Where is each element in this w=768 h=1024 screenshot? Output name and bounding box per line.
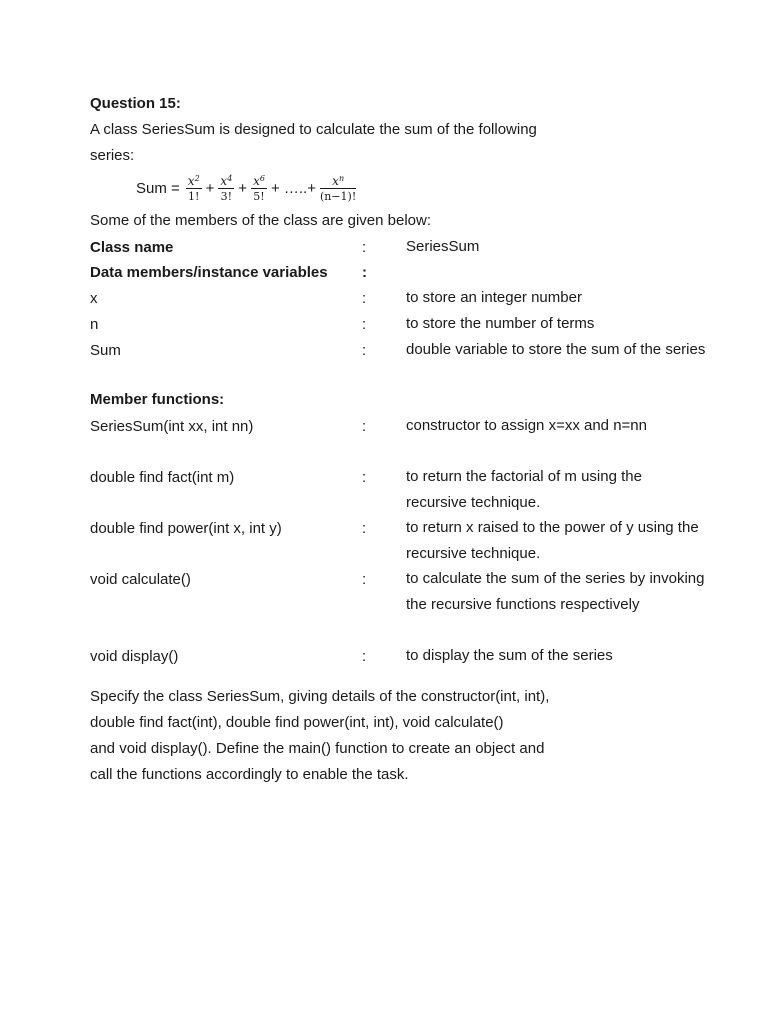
- separator: :: [362, 571, 367, 588]
- separator: :: [362, 418, 367, 435]
- formula-ellipsis: + …..+: [270, 179, 316, 197]
- function-desc: constructor to assign x=xx and n=nn: [406, 417, 647, 434]
- data-member-row: [90, 316, 730, 338]
- closing-text: and void display(). Define the main() function to create an object and: [90, 740, 545, 757]
- class-name-value: SeriesSum: [406, 238, 480, 255]
- plus-sign: +: [205, 179, 215, 197]
- function-desc: to return the factorial of m using the recursive technique.: [406, 468, 642, 511]
- formula-term-1: $\frac{x^2}{1!}$: [187, 173, 200, 203]
- function-name: void calculate(): [90, 571, 191, 588]
- function-name: double find power(int x, int y): [90, 520, 282, 537]
- formula-term-3: $\frac{x^6}{5!}$: [253, 173, 265, 203]
- function-desc: to calculate the sum of the series by invoking the recursive functions respectively: [406, 570, 705, 613]
- separator: :: [362, 648, 367, 665]
- member-name: Sum: [90, 342, 121, 359]
- closing-text: Specify the class SeriesSum, giving details of the constructor(int, int),: [90, 688, 550, 705]
- intro-text: A class SeriesSum is designed to calculate the sum of the following: [90, 121, 537, 138]
- members-intro: Some of the members of the class are given below:: [90, 212, 432, 229]
- class-name-row: [90, 239, 730, 261]
- closing-text: double find fact(int), double find power(int, int), void calculate(): [90, 714, 504, 731]
- plus-sign: +: [238, 179, 248, 197]
- data-members-heading-row: [90, 264, 730, 286]
- member-function-row: [90, 468, 730, 511]
- separator: :: [362, 264, 367, 281]
- member-desc: double variable to store the sum of the series: [406, 341, 706, 358]
- separator: :: [362, 239, 367, 256]
- separator: :: [362, 316, 367, 333]
- separator: :: [362, 290, 367, 307]
- separator: :: [362, 342, 367, 359]
- question-title: Question 15:: [90, 95, 181, 112]
- member-name: n: [90, 316, 99, 333]
- function-desc: to return x raised to the power of y using the recursive technique.: [406, 519, 699, 562]
- function-desc: to display the sum of the series: [406, 647, 613, 664]
- member-function-row: [90, 418, 730, 440]
- data-members-label: Data members/instance variables: [90, 264, 328, 281]
- function-name: SeriesSum(int xx, int nn): [90, 418, 254, 435]
- member-function-row: [90, 570, 730, 613]
- member-function-row: [90, 519, 730, 562]
- data-member-row: [90, 342, 730, 364]
- formula-label: Sum =: [136, 179, 180, 197]
- separator: :: [362, 520, 367, 537]
- separator: :: [362, 469, 367, 486]
- class-name-label: Class name: [90, 239, 174, 256]
- member-name: x: [90, 290, 98, 307]
- intro-text-cont: series:: [90, 147, 135, 164]
- closing-text: call the functions accordingly to enable the task.: [90, 766, 409, 783]
- member-function-row: [90, 648, 730, 670]
- formula-term-n: $\frac{x^n}{(n-1)!}$: [319, 173, 357, 203]
- data-member-row: [90, 290, 730, 312]
- function-name: void display(): [90, 648, 179, 665]
- series-formula: [136, 168, 358, 208]
- formula-term-2: $\frac{x^4}{3!}$: [220, 173, 233, 203]
- member-functions-label: Member functions:: [90, 391, 225, 408]
- member-desc: to store an integer number: [406, 289, 582, 306]
- function-name: double find fact(int m): [90, 469, 235, 486]
- member-desc: to store the number of terms: [406, 315, 595, 332]
